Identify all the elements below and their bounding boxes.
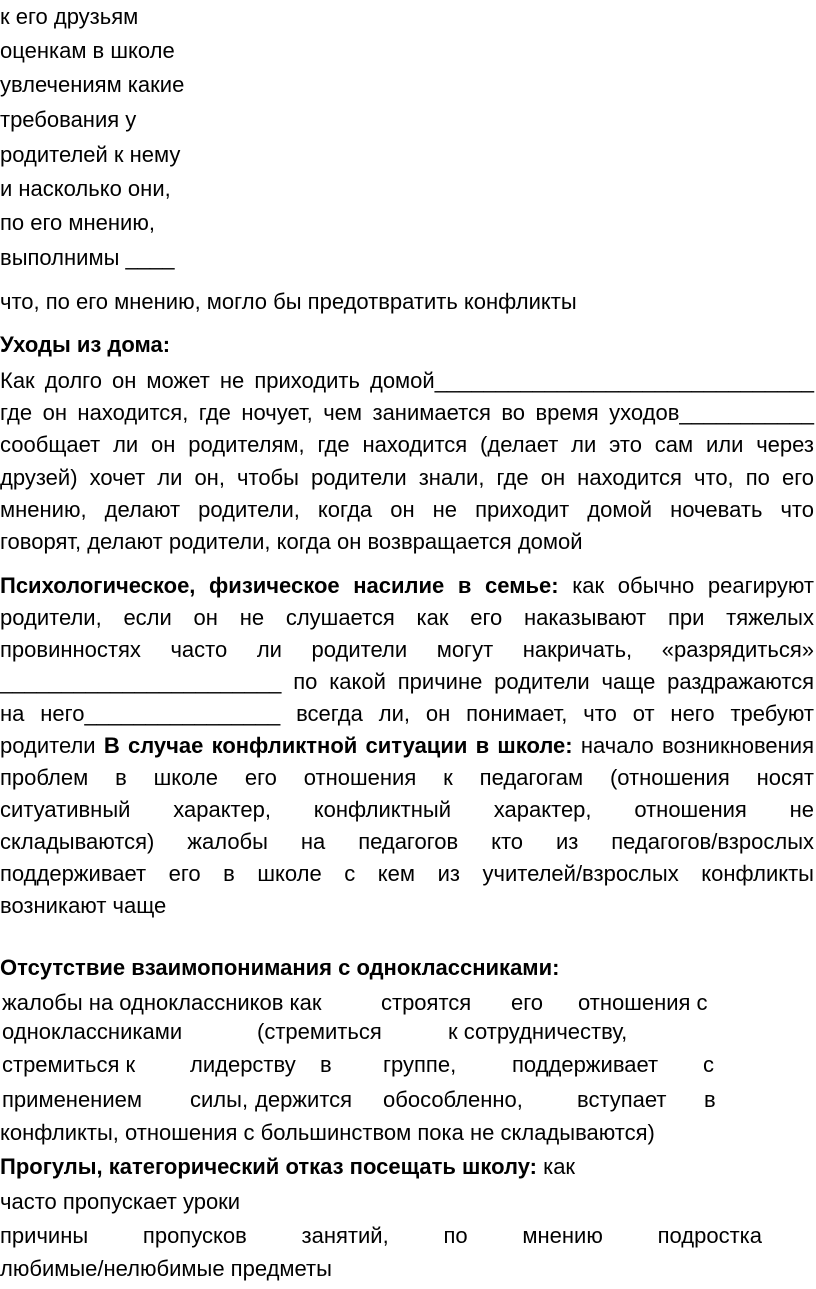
- paragraph-line: говорят, делают родители, когда он возвращается домой: [0, 529, 583, 554]
- list-item: родителей к нему: [0, 142, 181, 167]
- list-item: к его друзьям: [0, 4, 139, 29]
- word-cell: одноклассниками: [2, 1019, 183, 1044]
- paragraph-line: возникают чаще: [0, 893, 167, 918]
- word-cell: держится: [255, 1087, 353, 1112]
- word-cell: с: [703, 1052, 714, 1077]
- paragraph-line: причины пропусков занятий, по мнению подростка: [0, 1223, 762, 1248]
- paragraph-line: складываются) жалобы на педагогов кто из педагогов/взрослых: [0, 829, 814, 854]
- table-row: [0, 1050, 816, 1080]
- word-cell: поддерживает: [512, 1052, 659, 1077]
- section-heading-violence: Психологическое, физическое насилие в семье: как обычно реагируют: [0, 573, 814, 598]
- paragraph-line: где он находится, где ночует, чем занимается во время уходов___________: [0, 400, 814, 425]
- paragraph-line: родители, если он не слушается как его наказывают при тяжелых: [0, 605, 814, 630]
- word-cell: (стремиться: [257, 1019, 382, 1044]
- paragraph-line: любимые/нелюбимые предметы: [0, 1256, 332, 1281]
- paragraph-line: провинностях часто ли родители могут накричать, «разрядиться»: [0, 637, 814, 662]
- paragraph-line: проблем в школе его отношения к педагогам (отношения носят: [0, 765, 814, 790]
- word-cell: в: [320, 1052, 332, 1077]
- list-item: по его мнению,: [0, 210, 155, 235]
- word-cell: строятся: [381, 990, 472, 1015]
- word-cell: стремиться к: [2, 1052, 136, 1077]
- table-row: [0, 988, 816, 1018]
- word-cell: силы,: [190, 1087, 249, 1112]
- list-item: оценкам в школе: [0, 38, 175, 63]
- word-cell: к сотрудничеству,: [448, 1019, 628, 1044]
- table-row: [0, 1017, 816, 1047]
- paragraph-line: сообщает ли он родителям, где находится (делает ли это сам или через: [0, 432, 814, 457]
- list-item: требования у: [0, 107, 137, 132]
- word-cell: группе,: [383, 1052, 457, 1077]
- paragraph-line: поддерживает его в школе с кем из учителей/взрослых конфликты: [0, 861, 814, 886]
- section-heading-leaving-home: Уходы из дома:: [0, 332, 171, 357]
- table-row: [0, 1085, 816, 1115]
- list-item: выполнимы ____: [0, 245, 175, 270]
- word-cell: жалобы на одноклассников как: [2, 990, 322, 1015]
- list-item: увлечениям какие: [0, 72, 185, 97]
- word-cell: применением: [2, 1087, 142, 1112]
- paragraph-line: на него________________ всегда ли, он понимает, что от него требуют: [0, 701, 814, 726]
- word-cell: обособленно,: [383, 1087, 523, 1112]
- word-cell: лидерству: [190, 1052, 296, 1077]
- list-item: и насколько они,: [0, 176, 171, 201]
- paragraph-line: Как долго он может не приходить домой_______________________________: [0, 368, 814, 393]
- paragraph-line: _______________________ по какой причине родители чаще раздражаются: [0, 669, 814, 694]
- section-heading-truancy: Прогулы, категорический отказ посещать школу: как: [0, 1154, 576, 1179]
- word-cell: отношения с: [578, 990, 708, 1015]
- paragraph-line: ситуативный характер, конфликтный характер, отношения не: [0, 797, 814, 822]
- paragraph-line: что, по его мнению, могло бы предотвратить конфликты: [0, 289, 577, 314]
- word-cell: в: [704, 1087, 716, 1112]
- paragraph-line: конфликты, отношения с большинством пока не складываются): [0, 1120, 655, 1145]
- paragraph-line: часто пропускает уроки: [0, 1189, 241, 1214]
- paragraph-line: друзей) хочет ли он, чтобы родители знали, где он находится что, по его: [0, 465, 814, 490]
- word-cell: вступает: [577, 1087, 667, 1112]
- paragraph-line: мнению, делают родители, когда он не приходит домой ночевать что: [0, 497, 814, 522]
- section-heading-classmates: Отсутствие взаимопонимания с одноклассниками:: [0, 955, 560, 980]
- section-heading-school-conflict: родители В случае конфликтной ситуации в школе: начало возникновения: [0, 733, 814, 758]
- word-cell: его: [511, 990, 544, 1015]
